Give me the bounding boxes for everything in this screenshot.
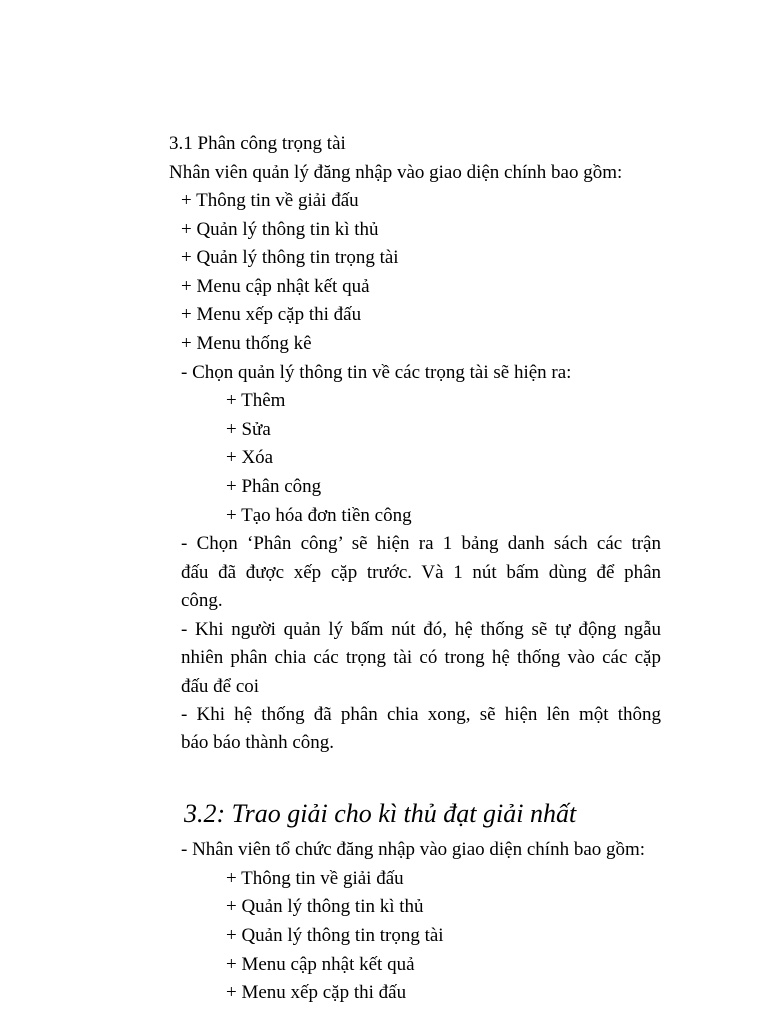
list-item: + Menu thống kê [181,333,312,354]
list-item: + Sửa [226,419,271,440]
list-item: + Quản lý thông tin kì thủ [181,219,379,240]
list-item: + Xóa [226,447,274,468]
referee-intro: - Chọn quản lý thông tin về các trọng tài sẽ hiện ra: [181,362,572,383]
paragraph-line: - Chọn ‘Phân công’ sẽ hiện ra 1 bảng danh sách các trận [181,533,661,554]
list-item: + Menu xếp cặp thi đấu [181,304,362,325]
paragraph-line: đấu đã được xếp cặp trước. Và 1 nút bấm dùng để phân [181,562,661,583]
section-3-2-heading: 3.2: Trao giải cho kì thủ đạt giải nhất [184,799,577,828]
list-item: + Quản lý thông tin trọng tài [181,247,399,268]
section-3-1-intro: Nhân viên quản lý đăng nhập vào giao diện chính bao gồm: [169,162,623,183]
list-item: + Thông tin về giải đấu [226,868,404,889]
paragraph-line: nhiên phân chia các trọng tài có trong hệ thống vào các cặp [181,647,661,668]
section-3-2-intro: - Nhân viên tổ chức đăng nhập vào giao diện chính bao gồm: [181,839,646,860]
list-item: + Quản lý thông tin kì thủ [226,896,424,917]
paragraph-line: - Khi người quản lý bấm nút đó, hệ thống sẽ tự động ngẫu [181,619,661,640]
list-item: + Quản lý thông tin trọng tài [226,925,444,946]
paragraph-line: công. [181,590,223,611]
paragraph-line: - Khi hệ thống đã phân chia xong, sẽ hiện lên một thông [181,704,661,725]
list-item: + Thêm [226,390,286,411]
list-item: + Phân công [226,476,322,497]
list-item: + Thông tin về giải đấu [181,190,359,211]
list-item: + Menu cập nhật kết quả [226,954,415,975]
list-item: + Tạo hóa đơn tiền công [226,505,412,526]
list-item: + Menu xếp cặp thi đấu [226,982,407,1003]
paragraph-line: đấu để coi [181,676,260,697]
list-item: + Menu cập nhật kết quả [181,276,370,297]
paragraph-line: báo báo thành công. [181,732,335,753]
section-3-1-title: 3.1 Phân công trọng tài [169,133,346,154]
